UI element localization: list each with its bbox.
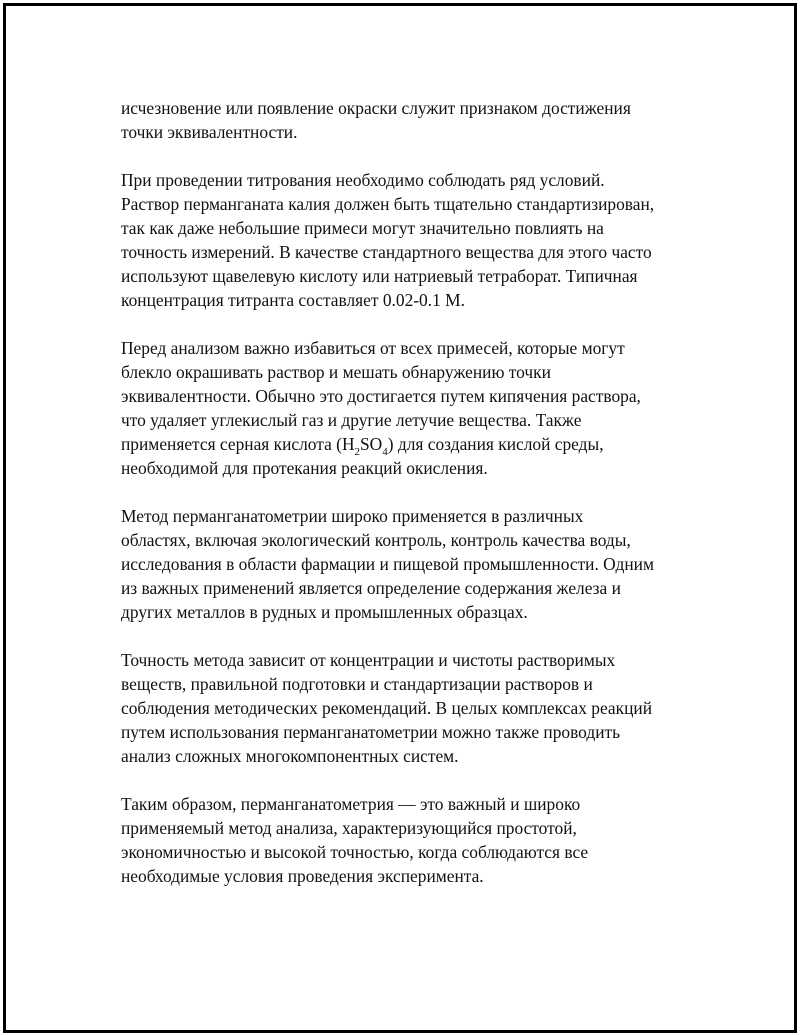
- text-line: При проведении титрования необходимо соблюдать ряд условий.: [121, 170, 605, 190]
- formula-text-before: применяется серная кислота (H: [121, 434, 355, 454]
- text-line: исчезновение или появление окраски служит признаком достижения: [121, 98, 631, 118]
- text-line: исследования в области фармации и пищевой промышленности. Одним: [121, 554, 654, 574]
- text-line: используют щавелевую кислоту или натриевый тетраборат. Типичная: [121, 266, 638, 286]
- text-line: Точность метода зависит от концентрации и чистоты растворимых: [121, 650, 616, 670]
- text-line: Таким образом, перманганатометрия — это важный и широко: [121, 794, 581, 814]
- paragraph-4: [121, 504, 691, 624]
- paragraph-6: [121, 792, 691, 888]
- paragraph-2: [121, 168, 691, 312]
- text-line: Раствор перманганата калия должен быть тщательно стандартизирован,: [121, 194, 655, 214]
- paragraph-3: [121, 336, 691, 480]
- formula-text-mid: SO: [360, 434, 383, 454]
- formula-subscript: 2: [354, 446, 361, 458]
- text-line: экономичностью и высокой точностью, когда соблюдаются все: [121, 842, 589, 862]
- text-line: необходимой для протекания реакций окисления.: [121, 458, 488, 478]
- paragraph-1: [121, 96, 691, 144]
- text-line: необходимые условия проведения эксперимента.: [121, 866, 484, 886]
- text-line: точность измерений. В качестве стандартного вещества для этого часто: [121, 242, 652, 262]
- text-line: что удаляет углекислый газ и другие летучие вещества. Также: [121, 410, 582, 430]
- text-line: из важных применений является определение содержания железа и: [121, 578, 621, 598]
- text-line: путем использования перманганатометрии можно также проводить: [121, 722, 621, 742]
- text-line: эквивалентности. Обычно это достигается путем кипячения раствора,: [121, 386, 641, 406]
- text-line: веществ, правильной подготовки и стандартизации растворов и: [121, 674, 593, 694]
- document-page: [3, 3, 797, 1033]
- formula-text-after: ) для создания кислой среды,: [387, 434, 604, 454]
- text-line: соблюдения методических рекомендаций. В целых комплексах реакций: [121, 698, 652, 718]
- text-line: Перед анализом важно избавиться от всех примесей, которые могут: [121, 338, 625, 358]
- text-line: применяемый метод анализа, характеризующийся простотой,: [121, 818, 577, 838]
- text-line: областях, включая экологический контроль, контроль качества воды,: [121, 530, 631, 550]
- text-line: анализ сложных многокомпонентных систем.: [121, 746, 459, 766]
- text-line: концентрация титранта составляет 0.02-0.1 М.: [121, 290, 465, 310]
- formula-subscript: 4: [382, 446, 388, 458]
- text-line: других металлов в рудных и промышленных образцах.: [121, 602, 528, 622]
- paragraph-5: [121, 648, 691, 768]
- text-line: блекло окрашивать раствор и мешать обнаружению точки: [121, 362, 551, 382]
- text-line: точки эквивалентности.: [121, 122, 298, 142]
- text-line: так как даже небольшие примеси могут значительно повлиять на: [121, 218, 604, 238]
- formula-line: [121, 432, 691, 456]
- text-line: Метод перманганатометрии широко применяется в различных: [121, 506, 584, 526]
- document-body: [121, 96, 691, 912]
